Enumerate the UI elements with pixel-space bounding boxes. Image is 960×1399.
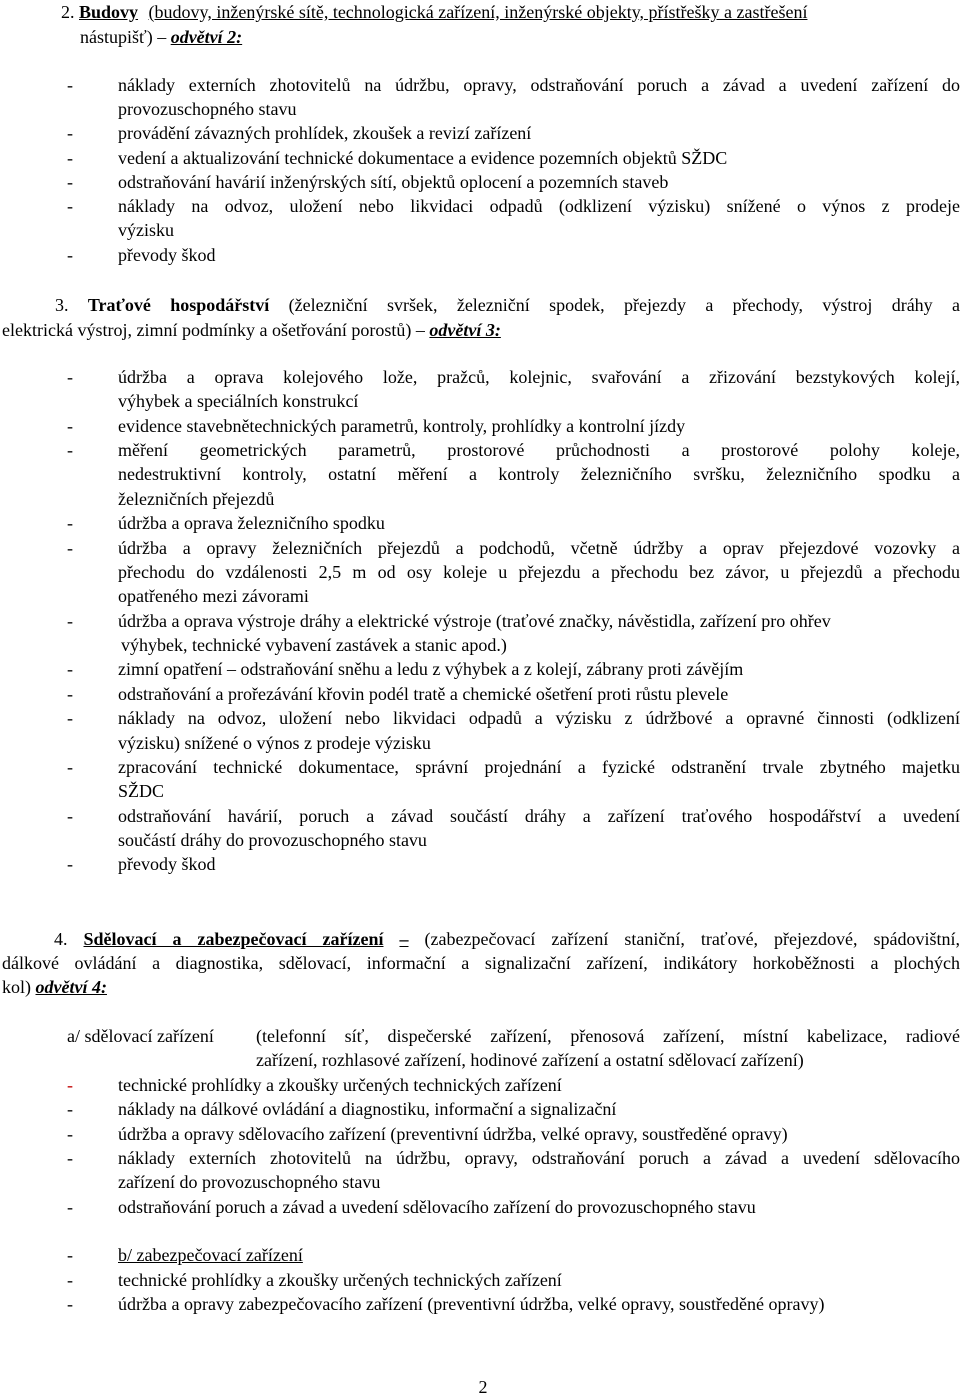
list-item-cont: SŽDC <box>118 781 165 801</box>
list-item: údržba a oprava výstroje dráhy a elektrické výstroje (traťové značky, návěstidla, zařízení pro ohřev <box>118 611 831 631</box>
list-item: náklady na odvoz, uložení nebo likvidaci odpadů (odklizení výzisku) snížené o výnos z prodeje <box>118 196 960 216</box>
bullet: - <box>67 806 73 826</box>
bullet: - <box>67 1148 73 1168</box>
list-item: vedení a aktualizování technické dokumentace a evidence pozemních objektů SŽDC <box>118 148 728 168</box>
list-item-cont: výhybek, technické vybavení zastávek a stanic apod.) <box>121 635 507 655</box>
section-4-odvetvi: odvětví 4: <box>35 977 107 997</box>
subsection-b-label: b/ zabezpečovací zařízení <box>118 1245 303 1265</box>
bullet: - <box>67 367 73 387</box>
list-item: provádění závazných prohlídek, zkoušek a revizí zařízení <box>118 123 532 143</box>
bullet: - <box>67 1294 73 1314</box>
bullet: - <box>67 757 73 777</box>
list-item: evidence stavebnětechnických parametrů, kontroly, prohlídky a kontrolní jízdy <box>118 416 686 436</box>
section-4-description-cont: dálkové ovládání a diagnostika, sdělovací, informační a signalizační zařízení, indikátory horkoběžnosti a plochých <box>2 953 960 973</box>
section-4-dash: – <box>399 929 409 949</box>
bullet: - <box>67 440 73 460</box>
bullet: - <box>67 1245 73 1265</box>
list-item: odstraňování poruch a závad a uvedení sdělovacího zařízení do provozuschopného stavu <box>118 1197 756 1217</box>
bullet: - <box>67 708 73 728</box>
section-4-title: Sdělovací a zabezpečovací zařízení <box>83 929 384 949</box>
section-3-dash: – <box>415 320 425 340</box>
section-3-heading-cont <box>2 318 501 342</box>
list-item: odstraňování havárií, poruch a závad součástí dráhy a zařízení traťového hospodářství a uvedení <box>118 806 960 826</box>
bullet: - <box>67 75 73 95</box>
section-2-dash: – <box>157 27 167 47</box>
list-item: náklady externích zhotovitelů na údržbu, opravy, odstraňování poruch a závad a uvedení sdělovacího <box>118 1148 960 1168</box>
bullet: - <box>67 1197 73 1217</box>
subsection-a-label: a/ sdělovací zařízení <box>67 1026 214 1046</box>
list-item-cont: výzisku) snížené o výnos z prodeje výzisku <box>118 733 431 753</box>
list-item: měření geometrických parametrů, prostorové průchodnosti a prostorové polohy koleje, <box>118 440 960 460</box>
list-item: údržba a opravy zabezpečovacího zařízení (preventivní údržba, velké opravy, soustředěné opravy) <box>118 1294 825 1314</box>
section-3-description: (železniční svršek, železniční spodek, přejezdy a přechody, výstroj dráhy a <box>288 295 960 315</box>
list-item: náklady externích zhotovitelů na údržbu, opravy, odstraňování poruch a závad a uvedení zařízení do <box>118 75 960 95</box>
section-2-title: Budovy <box>79 2 139 22</box>
bullet: - <box>67 1099 73 1119</box>
section-3-title: Traťové hospodářství <box>87 295 270 315</box>
list-item: zpracování technické dokumentace, správní projednání a fyzické odstranění trvale zbytného majetku <box>118 757 960 777</box>
bullet: - <box>67 123 73 143</box>
bullet-red: - <box>67 1075 73 1095</box>
subsection-a-description-cont: zařízení, rozhlasové zařízení, hodinové zařízení a ostatní sdělovací zařízení) <box>256 1050 804 1070</box>
list-item-cont: přechodu do vzdálenosti 2,5 m od osy koleje u přejezdu a přechodu bez závor, u přejezdů a přechodu <box>118 562 960 582</box>
bullet: - <box>67 172 73 192</box>
section-4-description: (zabezpečovací zařízení staniční, traťové, přejezdové, spádovištní, <box>424 929 960 949</box>
list-item: údržba a oprava kolejového lože, pražců, kolejnic, svařování a zřizování bezstykových kolejí, <box>118 367 960 387</box>
list-item: údržba a oprava železničního spodku <box>118 513 385 533</box>
list-item-cont: nedestruktivní kontroly, ostatní měření a kontroly železničního svršku, železničního spodku a <box>118 464 960 484</box>
list-item: odstraňování havárií inženýrských sítí, objektů oplocení a pozemních staveb <box>118 172 669 192</box>
list-item-cont: součástí dráhy do provozuschopného stavu <box>118 830 427 850</box>
list-item: zimní opatření – odstraňování sněhu a ledu z výhybek a z kolejí, zábrany proti závějím <box>118 659 744 679</box>
list-item: technické prohlídky a zkoušky určených technických zařízení <box>118 1270 562 1290</box>
bullet: - <box>67 684 73 704</box>
bullet: - <box>67 513 73 533</box>
section-3-number: 3. <box>55 295 69 315</box>
bullet: - <box>67 148 73 168</box>
list-item: údržba a opravy sdělovacího zařízení (preventivní údržba, velké opravy, soustředěné opravy) <box>118 1124 788 1144</box>
section-2-description-cont: nástupišť) <box>80 27 153 47</box>
section-2-number: 2. <box>61 2 75 22</box>
list-item-cont: železničních přejezdů <box>118 489 275 509</box>
section-4-heading-end <box>2 975 107 999</box>
bullet: - <box>67 611 73 631</box>
section-2-description: (budovy, inženýrské sítě, technologická zařízení, inženýrské objekty, přístřešky a zastřešení <box>148 2 808 22</box>
page-number: 2 <box>478 1377 488 1397</box>
list-item-cont: výzisku <box>118 220 174 240</box>
bullet: - <box>67 538 73 558</box>
list-item: náklady na odvoz, uložení nebo likvidaci odpadů a výzisku z údržbové a opravné činnosti (odklizení <box>118 708 960 728</box>
section-3-heading <box>55 293 960 317</box>
bullet: - <box>67 1124 73 1144</box>
list-item: náklady na dálkové ovládání a diagnostiku, informační a signalizační <box>118 1099 617 1119</box>
section-3-description-cont: elektrická výstroj, zimní podmínky a ošetřování porostů) <box>2 320 412 340</box>
list-item-cont: opatřeného mezi závorami <box>118 586 309 606</box>
section-4-number: 4. <box>54 929 68 949</box>
bullet: - <box>67 245 73 265</box>
section-2-heading <box>61 0 807 24</box>
section-4-description-end: kol) <box>2 977 31 997</box>
bullet: - <box>67 416 73 436</box>
bullet: - <box>67 854 73 874</box>
section-2-odvetvi: odvětví 2: <box>170 27 243 47</box>
section-3-odvetvi: odvětví 3: <box>429 320 501 340</box>
list-item: údržba a opravy železničních přejezdů a podchodů, včetně údržby a oprav přejezdové vozovky a <box>118 538 960 558</box>
bullet: - <box>67 659 73 679</box>
list-item: převody škod <box>118 854 216 874</box>
list-item: technické prohlídky a zkoušky určených technických zařízení <box>118 1075 562 1095</box>
bullet: - <box>67 1270 73 1290</box>
list-item: převody škod <box>118 245 216 265</box>
list-item: odstraňování a prořezávání křovin podél tratě a chemické ošetření proti růstu plevele <box>118 684 729 704</box>
section-2-heading-cont <box>80 25 242 49</box>
list-item-cont: provozuschopného stavu <box>118 99 297 119</box>
subsection-a-description: (telefonní síť, dispečerské zařízení, přenosová zařízení, místní kabelizace, radiové <box>256 1026 960 1046</box>
bullet: - <box>67 196 73 216</box>
list-item-cont: výhybek a speciálních konstrukcí <box>118 391 359 411</box>
section-4-heading <box>54 927 960 951</box>
list-item-cont: zařízení do provozuschopného stavu <box>118 1172 381 1192</box>
